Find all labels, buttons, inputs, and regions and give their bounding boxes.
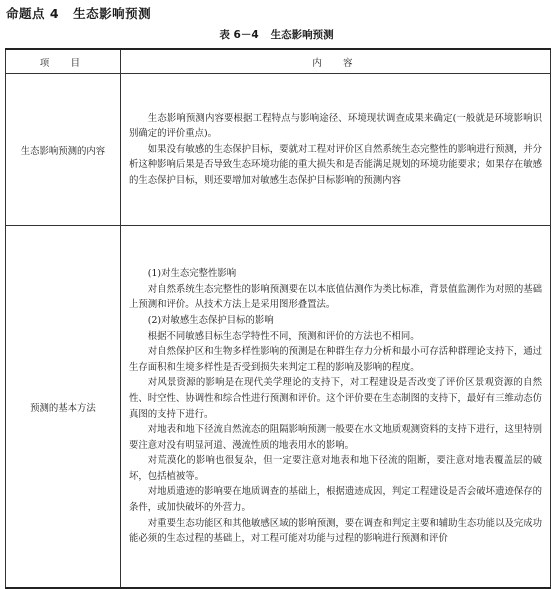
paragraph: 对重要生态功能区和其他敏感区域的影响预测，要在调查和判定主要和辅助生态功能以及完成功能必须的生态过程的基础上，对工程可能对功能与过程的影响进行预测和评价 [129, 517, 542, 545]
table-row [6, 74, 551, 226]
paragraph: 对地质遗迹的影响要在地质调查的基础上，根据遗迹成因，判定工程建设是否会破坏遗迹保存的条件，或加快破坏的外营力。 [129, 486, 542, 514]
paragraph: 对地表和地下径流自然流态的阻隔影响预测一般要在水文地质观测资料的支持下进行，这里特别要注意对没有明显河道、漫流性质的地表用水的影响。 [129, 424, 542, 451]
paragraph: 根据不同敏感目标生态学特性不同，预测和评价的方法也不相同。 [147, 330, 420, 342]
subheading: (2)对敏感生态保护目标的影响 [147, 314, 274, 326]
table-caption [0, 27, 553, 42]
paragraph: 对自然系统生态完整性的影响预测要在以本底值估测作为类比标准，背景值监测作为对照的基础上预测和评价。从技术方法上是采用图形叠置法。 [129, 283, 542, 311]
section-heading-title: 生态影响预测 [73, 6, 152, 21]
paragraph: 对荒漠化的影响也很复杂，但一定要注意对地表和地下径流的阻断，要注意对地表覆盖层的破坏，包括植被等。 [129, 455, 542, 482]
row-item-prediction-content: 生态影响预测的内容 [6, 74, 121, 226]
section-heading-label: 命题点 4 [6, 6, 60, 21]
table-row [6, 226, 551, 589]
paragraph: 如果没有敏感的生态保护目标，要就对工程对评价区自然系统生态完整性的影响进行预测，并分析这种影响后果是否导致生态环境功能的重大损失和是否能满足规划的环境功能要求；如果存在敏感的生态保护目标，则还要增加对敏感生态保护目标影响的预测内容 [129, 143, 542, 186]
header-content: 内 容 [121, 49, 551, 74]
row-content-prediction-content [121, 74, 551, 226]
header-item: 项 目 [6, 49, 121, 74]
row-content-basic-methods [121, 226, 551, 589]
paragraph: 对风景资源的影响是在现代美学理论的支持下，对工程建设是否改变了评价区景观资源的自然性、时空性、协调性和综合性进行预测和评价。这个评价要在生态制图的支持下，最好有三维动态仿真图的支持下进行。 [129, 377, 542, 420]
table-caption-title: 生态影响预测 [270, 29, 334, 41]
row-item-basic-methods: 预测的基本方法 [6, 226, 121, 589]
table-caption-label: 表 6－4 [219, 29, 259, 41]
paragraph: 生态影响预测内容要根据工程特点与影响途径、环境现状调查成果来确定(一般就是环境影响识别确定的评价重点)。 [129, 112, 542, 140]
paragraph: 对自然保护区和生物多样性影响的预测是在种群生存力分析和最小可存活种群理论支持下，通过生存面积和生境多样性是否受到损失来判定工程的影响及影响的程度。 [129, 346, 542, 373]
subheading: (1)对生态完整性影响 [147, 268, 237, 280]
prediction-table [5, 48, 551, 589]
table-header-row [6, 49, 551, 74]
section-heading [6, 4, 151, 22]
